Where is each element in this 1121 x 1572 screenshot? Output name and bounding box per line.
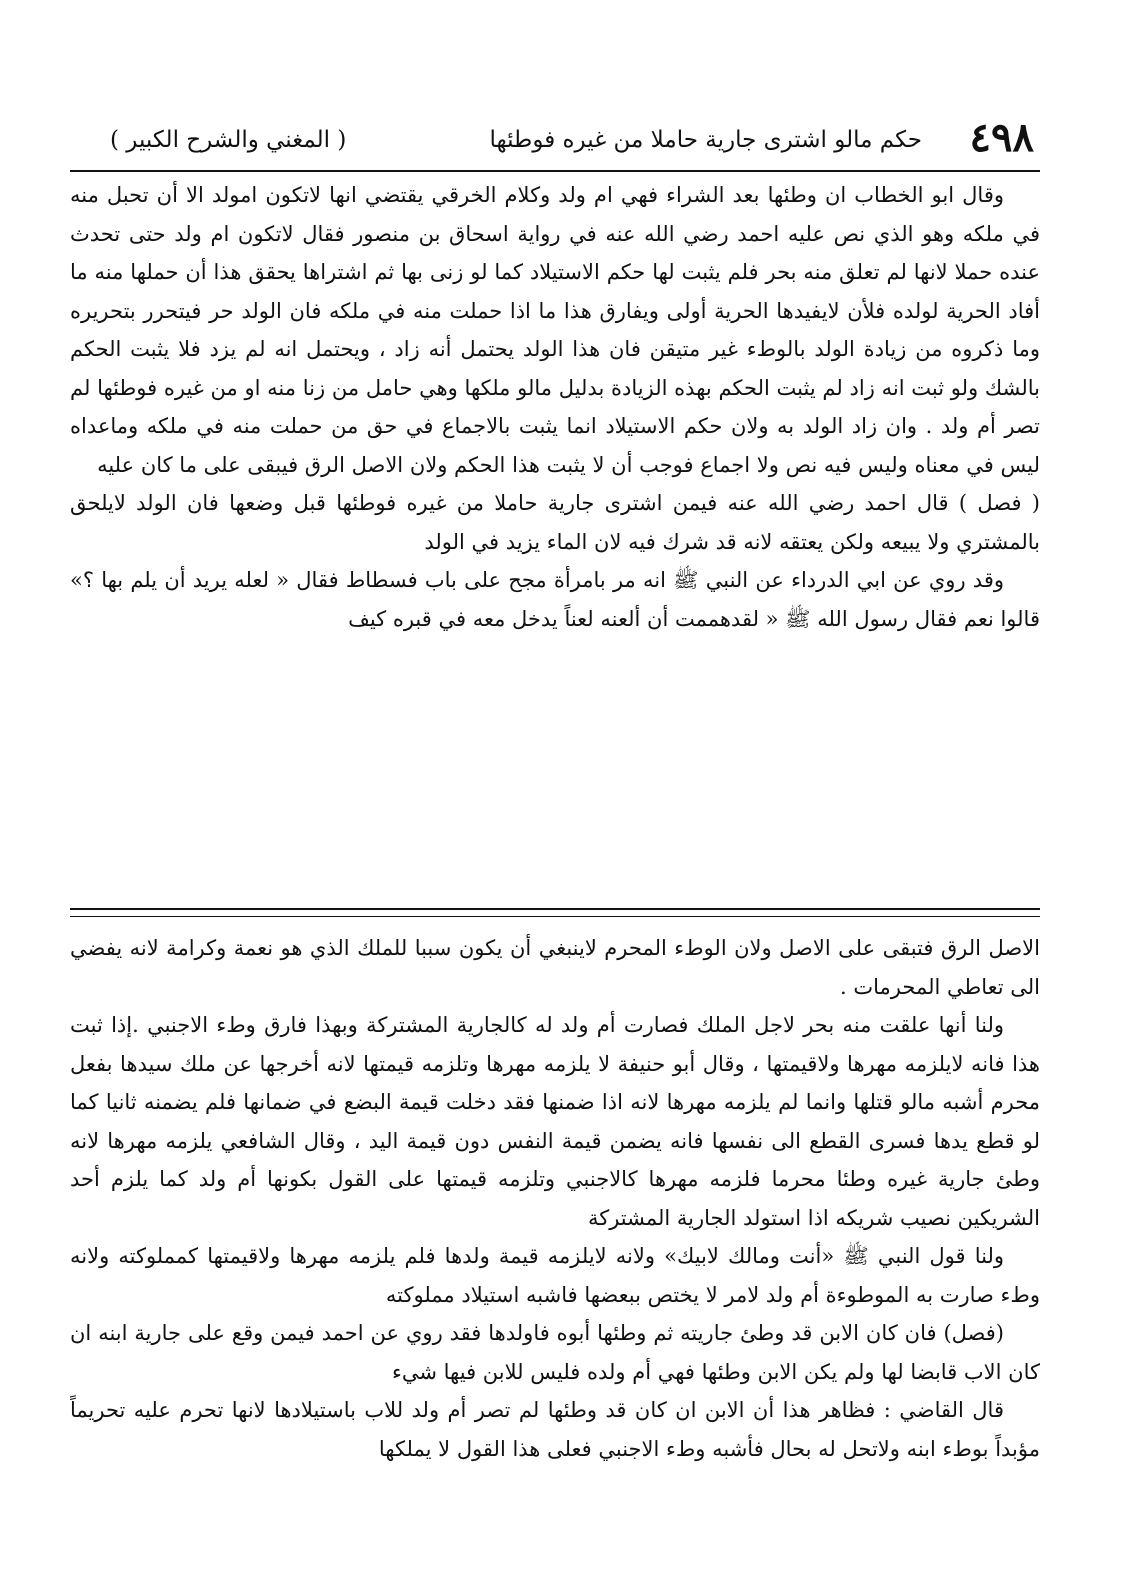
upper-paragraph: وقال ابو الخطاب ان وطئها بعد الشراء فهي ام ولد وكلام الخرقي يقتضي انها لاتكون امولد الا أن تحبل منه في ملكه وهو الذي نص عليه احمد رضي الله عنه في رواية اسحاق بن منصور فقال لاتكون ام ولد حتى تحدث عنده حملا لانها لم تعلق منه بحر فلم يثبت لها حكم الاستيلاد كما لو زنى بها ثم اشتراها يحقق هذا أن حملها منه ما أفاد الحرية لولده فلأن لايفيدها الحرية أولى ويفارق هذا ما اذا حملت منه في ملكه فان الولد حر فيتحرر بتحريره وما ذكروه من زيادة الولد بالوطء غير متيقن فان هذا الولد يحتمل أنه زاد ، ويحتمل انه لم يزد فلا يثبت الحكم بالشك ولو ثبت انه زاد لم يثبت الحكم بهذه الزيادة بدليل مالو ملكها وهي حامل من زنا منه او من غيره فوطئها لم تصر أم ولد . وان زاد الولد به ولان حكم الاستيلاد انما يثبت بالاجماع في حق من حملت منه في ملكه وماعداه ليس في معناه وليس فيه نص ولا اجماع فوجب أن لا يثبت هذا الحكم ولان الاصل الرق فيبقى على ما كان عليه <box>70 183 1040 477</box>
page-title: حكم مالو اشترى جارية حاملا من غيره فوطئها <box>489 127 922 153</box>
lower-paragraph: قال القاضي : فظاهر هذا أن الابن ان كان قد وطئها لم تصر أم ولد للاب باستيلادها لانها تحرم عليه تحريماً مؤبداً بوطء ابنه ولاتحل له بحال فأشبه وطء الاجنبي فعلى هذا القول لا يملكها <box>70 1398 1040 1461</box>
lower-text-block <box>70 929 1040 1539</box>
upper-paragraph: ( فصل ) قال احمد رضي الله عنه فيمن اشترى جارية حاملا من غيره فوطئها قبل وضعها فان الولد لايلحق بالمشتري ولا يبيعه ولكن يعتقه لانه قد شرك فيه لان الماء يزيد في الولد <box>70 491 1040 554</box>
lower-paragraph: (فصل) فان كان الابن قد وطئ جاريته ثم وطئها أبوه فاولدها فقد روي عن احمد فيمن وقع على جارية ابنه ان كان الاب قابضا لها ولم يكن الابن وطئها فهي أم ولده فليس للابن فيها شيء <box>70 1321 1040 1384</box>
section-divider <box>70 908 1040 917</box>
book-title: ( المغني والشرح الكبير ) <box>110 127 347 153</box>
book-page <box>70 112 1040 1532</box>
lower-paragraph: ولنا أنها علقت منه بحر لاجل الملك فصارت أم ولد له كالجارية المشتركة وبهذا فارق وطء الاجنبي .إذا ثبت هذا فانه لايلزمه مهرها ولاقيمتها ، وقال أبو حنيفة لا يلزمه مهرها وتلزمه قيمتها لانه أخرجها عن ملك سيدها بفعل محرم أشبه مالو قتلها وانما لم يلزمه مهرها لانه اذا ضمنها فقد دخلت قيمة البضع في ضمانها فلم يضمنه ثانيا كما لو قطع يدها فسرى القطع الى نفسها فانه يضمن قيمة النفس دون قيمة اليد ، وقال الشافعي يلزمه مهرها لانه وطئ جارية غيره وطئا محرما فلزمه مهرها كالاجنبي وتلزمه قيمتها على القول بكونها أم ولد كما يلزم أحد الشريكين نصيب شريكه اذا استولد الجارية المشتركة <box>70 1013 1040 1230</box>
upper-text-block <box>70 176 1040 898</box>
page-header <box>70 112 1040 172</box>
lower-paragraph: ولنا قول النبي ﷺ «أنت ومالك لابيك» ولانه لايلزمه قيمة ولدها فلم يلزمه مهرها ولاقيمتها كمملوكته ولانه وطء صارت به الموطوءة أم ولد لامر لا يختص ببعضها فاشبه استيلاد مملوكته <box>70 1244 1040 1307</box>
upper-paragraph: وقد روي عن ابي الدرداء عن النبي ﷺ انه مر بامرأة مجح على باب فسطاط فقال « لعله يريد أن يلم بها ؟» قالوا نعم فقال رسول الله ﷺ « لقدهممت أن ألعنه لعناً يدخل معه في قبره كيف <box>70 568 1040 631</box>
lower-paragraph: الاصل الرق فتبقى على الاصل ولان الوطء المحرم لاينبغي أن يكون سببا للملك الذي هو نعمة وكرامة لانه يفضي الى تعاطي المحرمات . <box>70 936 1040 999</box>
page-number: ٤٩٨ <box>969 114 1034 161</box>
